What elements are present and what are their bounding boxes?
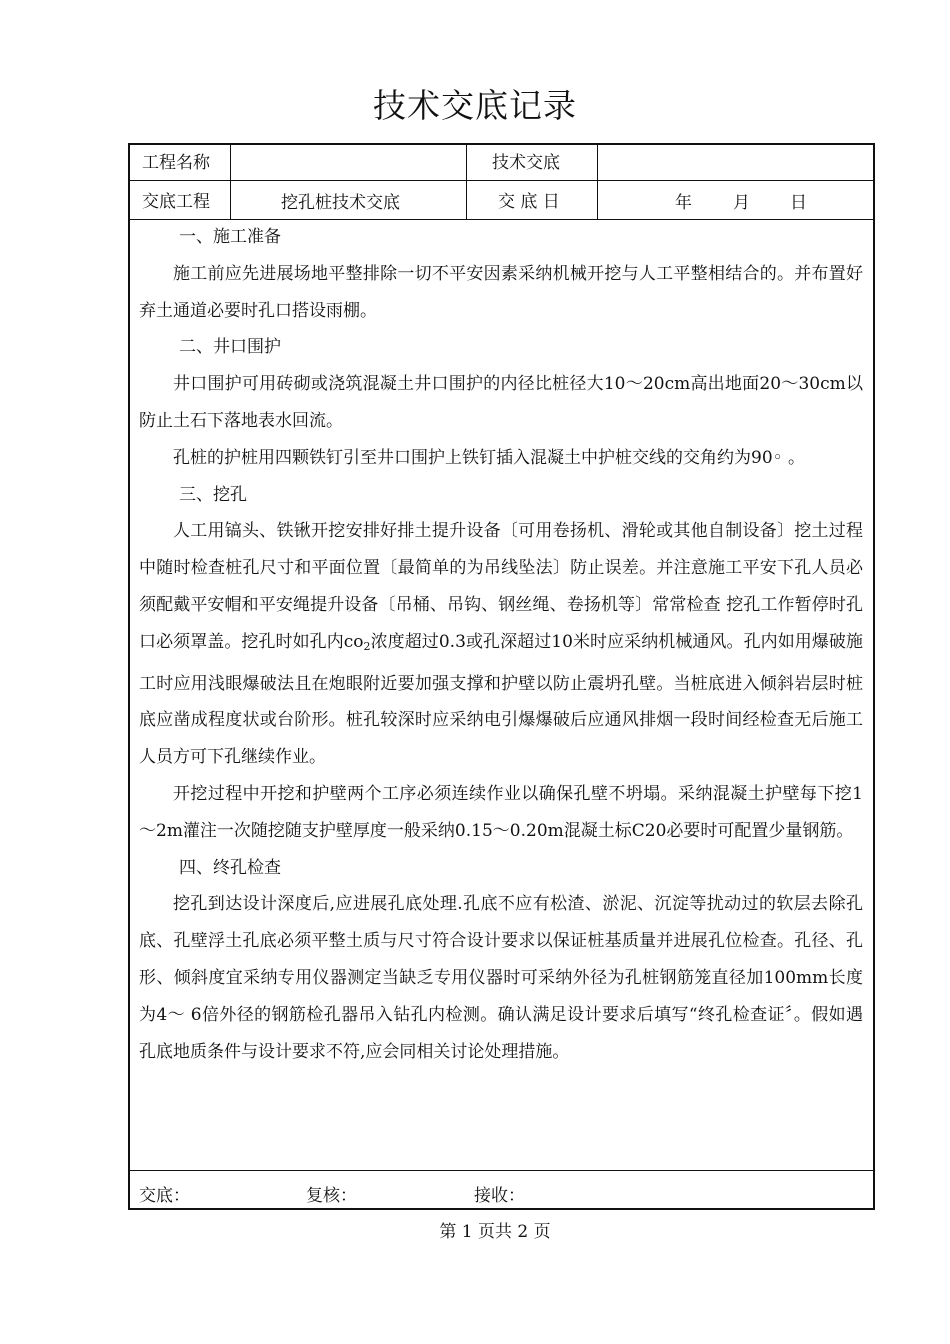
handover-signature-label: 交底： xyxy=(139,1186,190,1206)
handover-item-label: 交底工程 xyxy=(142,192,210,212)
row-divider-signature xyxy=(130,1170,873,1171)
document-title: 技术交底记录 xyxy=(373,86,577,125)
paragraph-text: 浓度超过0.3或孔深超过10米时应采纳机械通风。孔内如用爆破施工时应用浅眼爆破法且在炮眼附近要加强支撑和护壁以防止震坍孔壁。当桩底进入倾斜岩层时桩底应凿成程度状或台阶形。桩孔较深时应采纳电引爆爆破后应通风排烟一段时间经检查无后施工人员方可下孔继续作业。 xyxy=(139,631,863,768)
section-heading: 四、终孔检查 xyxy=(179,857,281,878)
paragraph: 孔桩的护桩用四颗铁钉引至井口围护上铁钉插入混凝土中护桩交线的交角约为90◦ 。 xyxy=(173,447,806,468)
section-heading: 一、施工准备 xyxy=(179,227,281,247)
receive-signature-label: 接收： xyxy=(474,1186,525,1206)
review-signature-label: 复核： xyxy=(306,1186,357,1206)
paragraph: 施工前应先进展场地平整排除一切不平安因素采纳机械开挖与人工平整相结合的。并布置好弃土通道必要时孔口搭设雨棚。 xyxy=(139,263,863,321)
record-table xyxy=(128,143,875,1210)
paragraph: 挖孔到达设计深度后,应进展孔底处理.孔底不应有松渣、淤泥、沉淀等扰动过的软层去除孔底、孔壁浮土孔底必须平整土质与尺寸符合设计要求以保证桩基质量并进展孔位检查。孔径、孔形、倾斜度宜采纳专用仪器测定当缺乏专用仪器时可采纳外径为孔桩钢筋笼直径加100mm长度为4～ 6倍外径的钢筋检孔器吊入钻孔内检测。确认满足设计要求后填写“终孔检查证〞。假如遇孔底地质条件与设计要求不符,应会同相关讨论处理措施。 xyxy=(139,894,863,1062)
row-divider-1 xyxy=(130,180,873,181)
paragraph-text: 人工用镐头、铁锹开挖安排好排土提升设备〔可用卷扬机、滑轮或其他自制设备〕挖土过程中随时检查桩孔尺寸和平面位置〔最简单的为吊线坠法〕防止误差。并注意施工平安下孔人员必须配戴平安帽和平安绳提升设备〔吊桶、吊钩、钢丝绳、卷扬机等〕常常检查 挖孔工作暂停时孔口必须罩盖。挖孔时如孔内co xyxy=(139,521,863,652)
paragraph xyxy=(139,513,863,776)
col-divider-1 xyxy=(230,145,231,219)
project-name-label: 工程名称 xyxy=(142,153,210,173)
col-divider-3 xyxy=(597,145,598,219)
col-divider-2 xyxy=(466,145,467,219)
date-day: 日 xyxy=(790,193,807,213)
section-heading: 二、井口围护 xyxy=(179,337,281,358)
handover-item-value: 挖孔桩技术交底 xyxy=(281,193,400,213)
section-heading: 三、挖孔 xyxy=(179,484,247,505)
subscript: 2 xyxy=(363,639,371,653)
paragraph: 开挖过程中开挖和护壁两个工序必须连续作业以确保孔壁不坍塌。采纳混凝土护壁每下挖1～2m灌注一次随挖随支护壁厚度一般采纳0.15～0.20m混凝土标C20必要时可配置少量钢筋。 xyxy=(139,783,863,841)
page-number: 第 1 页共 2 页 xyxy=(439,1222,551,1242)
handover-date-label: 交 底 日 xyxy=(498,192,560,212)
handover-content xyxy=(139,219,863,1070)
date-month: 月 xyxy=(733,193,750,213)
paragraph: 井口围护可用砖砌或浇筑混凝土井口围护的内径比桩径大10～20cm高出地面20～30cm以防止土石下落地表水回流。 xyxy=(139,374,863,431)
tech-handover-label: 技术交底 xyxy=(492,153,560,173)
date-year: 年 xyxy=(675,193,692,213)
